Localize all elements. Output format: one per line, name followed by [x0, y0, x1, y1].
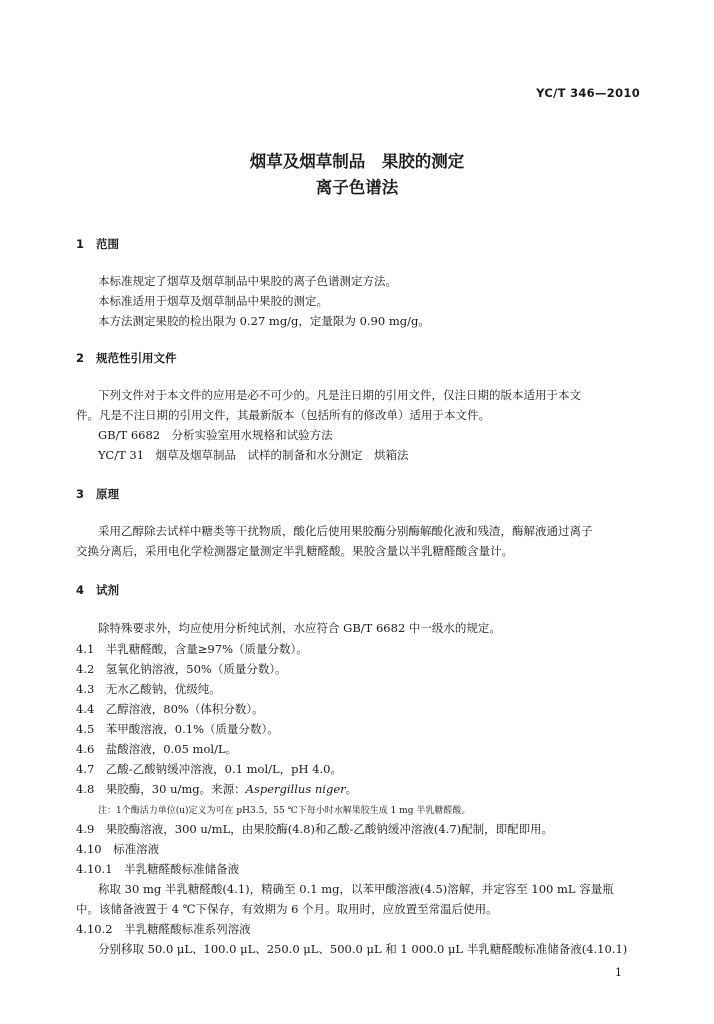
section-title: 范围: [96, 237, 119, 251]
paragraph: 件。凡是不注日期的引用文件，其最新版本（包括所有的修改单）适用于本文件。: [76, 408, 490, 422]
document-subtitle: 离子色谱法: [315, 178, 399, 197]
paragraph: 采用乙醇除去试样中糖类等干扰物质，酸化后使用果胶酶分别酶解酸化液和残渣，酶解液通过离子: [98, 524, 593, 538]
clause-number: 4.1: [76, 642, 95, 656]
clause-4-5: [76, 721, 279, 737]
clause-number: 4.10: [76, 842, 102, 856]
clause-text: 苯甲酸溶液，0.1%（质量分数）。: [105, 722, 279, 736]
clause-text: 果胶酶，30 u/mg。来源：: [105, 782, 246, 796]
section-title: 试剂: [96, 583, 119, 597]
paragraph: 称取 30 mg 半乳糖醛酸(4.1)，精确至 0.1 mg，以苯甲酸溶液(4.5)溶解，并定容至 100 mL 容量瓶: [98, 882, 614, 896]
clause-text: 乙酸-乙酸钠缓冲溶液，0.1 mol/L，pH 4.0。: [105, 762, 342, 776]
clause-number: 4.6: [76, 742, 95, 756]
clause-4-2: [76, 661, 287, 677]
clause-text: 半乳糖醛酸标准储备液: [124, 862, 240, 876]
paragraph: 分别移取 50.0 μL、100.0 μL、250.0 μL、500.0 μL 和 1 000.0 μL 半乳糖醛酸标准储备液(4.10.1): [98, 942, 628, 956]
note: 注：1个酶活力单位(u)定义为可在 pH3.5，55 ℃下每小时水解果胶生成 1 mg 半乳糖醛酸。: [98, 806, 471, 816]
paragraph: 本标准适用于烟草及烟草制品中果胶的测定。: [98, 294, 328, 308]
clause-number: 4.10.1: [76, 862, 113, 876]
clause-4-3: [76, 681, 221, 697]
section-title: 规范性引用文件: [96, 351, 177, 365]
clause-text: 无水乙酸钠，优级纯。: [105, 682, 221, 696]
paragraph: 交换分离后，采用电化学检测器定量测定半乳糖醛酸。果胶含量以半乳糖醛酸含量计。: [76, 544, 513, 558]
clause-4-4: [76, 701, 264, 717]
clause-text: 乙醇溶液，80%（体积分数）。: [105, 702, 264, 716]
normative-reference: GB/T 6682 分析实验室用水规格和试验方法: [98, 428, 333, 442]
clause-number: 4.9: [76, 822, 95, 836]
clause-4-9: [76, 821, 553, 837]
clause-4-7: [76, 761, 342, 777]
paragraph: 本标准规定了烟草及烟草制品中果胶的离子色谱测定方法。: [98, 274, 397, 288]
clause-4-10-2: [76, 921, 251, 937]
clause-text: 氢氧化钠溶液，50%（质量分数）。: [105, 662, 287, 676]
section-2-heading: [76, 350, 177, 366]
paragraph: 除特殊要求外，均应使用分析纯试剂，水应符合 GB/T 6682 中一级水的规定。: [98, 621, 501, 635]
section-3-heading: [76, 486, 119, 502]
section-number: 4: [76, 583, 85, 597]
clause-4-6: [76, 741, 237, 757]
section-number: 3: [76, 487, 85, 501]
normative-reference: YC/T 31 烟草及烟草制品 试样的制备和水分测定 烘箱法: [98, 448, 409, 462]
section-title: 原理: [96, 487, 119, 501]
standard-code: YC/T 346—2010: [536, 86, 640, 100]
document-title: 烟草及烟草制品 果胶的测定: [249, 152, 465, 171]
section-4-heading: [76, 582, 119, 598]
page-number: 1: [615, 966, 622, 979]
paragraph: 中。该储备液置于 4 ℃下保存，有效期为 6 个月。取用时，应放置至常温后使用。: [76, 902, 498, 916]
section-number: 2: [76, 351, 85, 365]
paragraph: 下列文件对于本文件的应用是必不可少的。凡是注日期的引用文件，仅注日期的版本适用于本文: [98, 388, 581, 402]
clause-number: 4.4: [76, 702, 95, 716]
clause-number: 4.3: [76, 682, 95, 696]
clause-4-10-1: [76, 861, 239, 877]
paragraph: 本方法测定果胶的检出限为 0.27 mg/g，定量限为 0.90 mg/g。: [98, 314, 430, 328]
clause-number: 4.5: [76, 722, 95, 736]
clause-number: 4.7: [76, 762, 95, 776]
section-1-heading: [76, 236, 119, 252]
clause-4-8: [76, 781, 357, 797]
clause-text: 果胶酶溶液，300 u/mL，由果胶酶(4.8)和乙酸-乙酸钠缓冲溶液(4.7)配制，即配即用。: [105, 822, 554, 836]
clause-text: 半乳糖醛酸，含量≥97%（质量分数）。: [105, 642, 308, 656]
clause-text-end: 。: [345, 782, 358, 796]
clause-number: 4.10.2: [76, 922, 113, 936]
clause-text: 半乳糖醛酸标准系列溶液: [124, 922, 251, 936]
clause-4-1: [76, 641, 308, 657]
clause-number: 4.8: [76, 782, 95, 796]
clause-number: 4.2: [76, 662, 95, 676]
clause-text: 标准溶液: [113, 842, 160, 856]
section-number: 1: [76, 237, 85, 251]
species-name: Aspergillus niger: [245, 782, 346, 796]
clause-4-10: [76, 841, 159, 857]
clause-text: 盐酸溶液，0.05 mol/L。: [105, 742, 238, 756]
